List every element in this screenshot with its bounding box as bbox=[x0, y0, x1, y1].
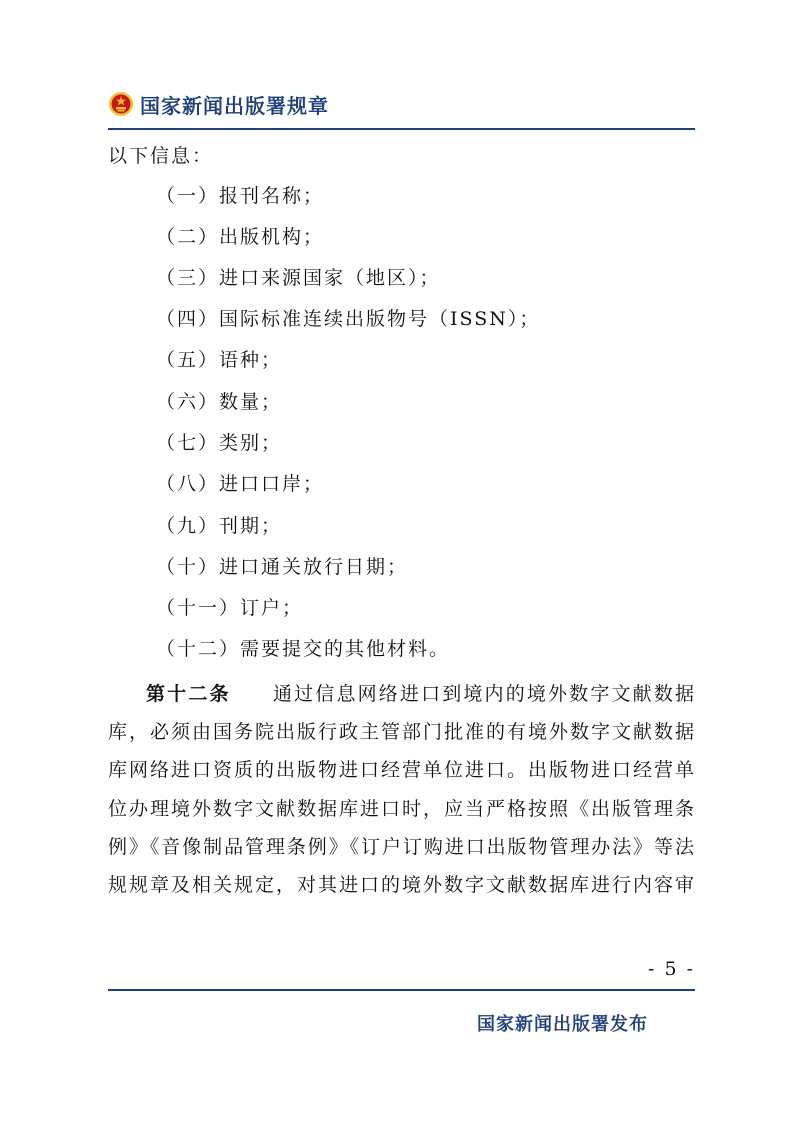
article-line: 位办理境外数字文献数据库进口时，应当严格按照《出版管理条 bbox=[108, 797, 695, 820]
list-item: （十一）订户； bbox=[156, 597, 304, 619]
list-item: （八）进口口岸； bbox=[156, 473, 325, 495]
header-title: 国家新闻出版署规章 bbox=[140, 93, 329, 118]
list-item: （七）类别； bbox=[156, 432, 283, 454]
article-paragraph bbox=[108, 675, 695, 904]
list-item: （二）出版机构； bbox=[156, 226, 325, 248]
list-item: （三）进口来源国家（地区）； bbox=[156, 267, 441, 289]
list-item: （四）国际标准连续出版物号（ISSN）； bbox=[156, 308, 541, 330]
header-divider bbox=[108, 128, 695, 130]
list-item: （五）语种； bbox=[156, 349, 283, 371]
article-line: 例》《音像制品管理条例》《订户订购进口出版物管理办法》等法 bbox=[108, 835, 695, 858]
intro-line: 以下信息： bbox=[108, 145, 214, 167]
list-item: （九）刊期； bbox=[156, 515, 283, 537]
list-item: （一）报刊名称； bbox=[156, 185, 325, 207]
national-emblem-icon bbox=[108, 91, 134, 117]
page-header bbox=[108, 84, 329, 124]
article-heading: 第十二条 bbox=[146, 683, 231, 705]
article-line: 库网络进口资质的出版物进口经营单位进口。出版物进口经营单 bbox=[108, 759, 695, 782]
article-line: 第十二条 通过信息网络进口到境内的境外数字文献数据 bbox=[146, 683, 695, 705]
article-line: 库，必须由国务院出版行政主管部门批准的有境外数字文献数据 bbox=[108, 721, 695, 744]
article-line: 规规章及相关规定，对其进口的境外数字文献数据库进行内容审 bbox=[108, 874, 695, 897]
list-item: （六）数量； bbox=[156, 391, 283, 413]
list-item: （十）进口通关放行日期； bbox=[156, 556, 409, 578]
page-number: - 5 - bbox=[647, 958, 695, 980]
footer-divider bbox=[108, 989, 695, 991]
footer-publisher: 国家新闻出版署发布 bbox=[477, 1014, 648, 1035]
list-item: （十二）需要提交的其他材料。 bbox=[156, 638, 451, 660]
